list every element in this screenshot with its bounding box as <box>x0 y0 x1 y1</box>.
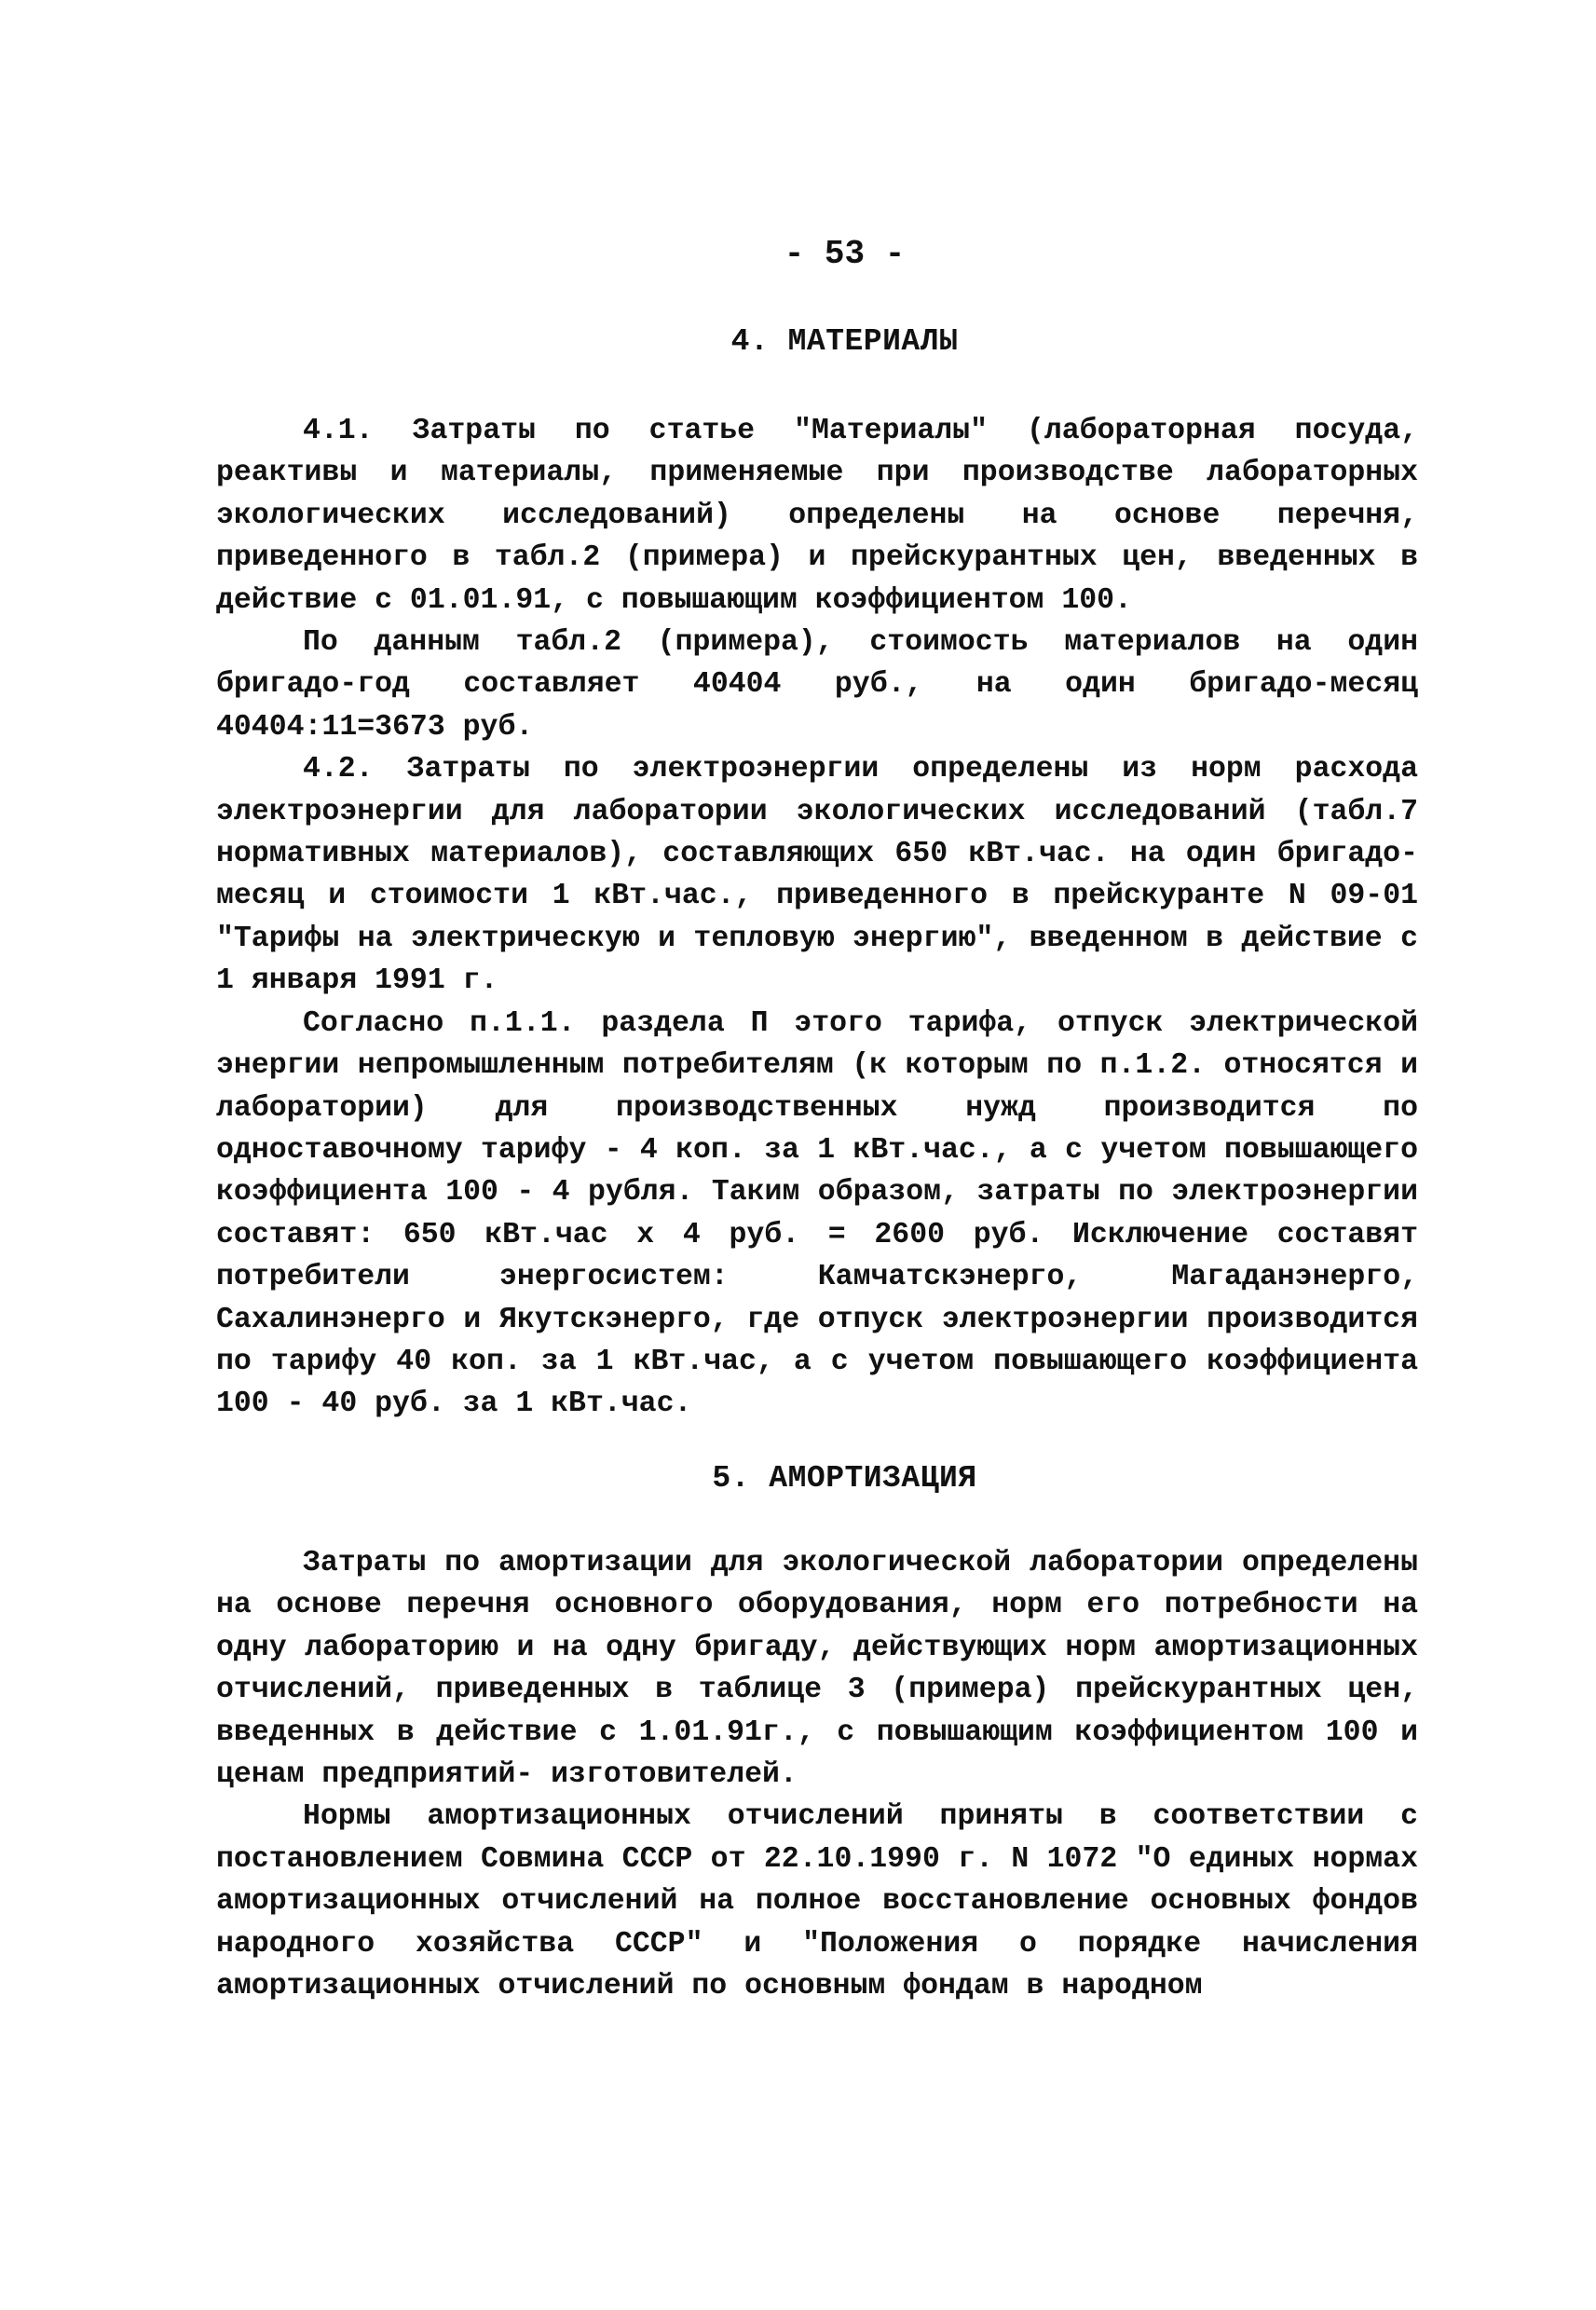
paragraph-electricity-tariff: Согласно п.1.1. раздела П этого тарифа, отпуск электрической энергии непромышленным потребителям (к которым по п.1.2. относятся и лаборатории) для производственных нужд производится по одноставочному тарифу - 4 коп. за 1 кВт.час., а с учетом повышающего коэффициента 100 - 4 рубля. Таким образом, затраты по электроэнергии составят: 650 кВт.час х 4 руб. = 2600 руб. Исключение составят потребители энергосистем: Камчатскэнерго, Магаданэнерго, Сахалинэнерго и Якутскэнерго, где отпуск электроэнергии производится по тарифу 40 коп. за 1 кВт.час, а с учетом повышающего коэффициента 100 - 40 руб. за 1 кВт.час. <box>216 1006 1418 1421</box>
section-heading-amortization: 5. АМОРТИЗАЦИЯ <box>712 1461 977 1496</box>
paragraph-electricity-cost: 4.2. Затраты по электроэнергии определены из норм расхода электроэнергии для лаборатории экологических исследований (табл.7 нормативных материалов), составляющих 650 кВт.час. на один бригадо-месяц и стоимости 1 кВт.час., приведенного в прейскуранте N 09-01 "Тарифы на электрическую и тепловую энергию", введенном в действие с 1 января 1991 г. <box>216 753 1418 998</box>
paragraph-amortization-norms: Нормы амортизационных отчислений приняты в соответствии с постановлением Совмина СССР от 22.10.1990 г. N 1072 "О единых нормах амортизационных отчислений на полное восстановление основных фондов народного хозяйства СССР" и "Положения о порядке начисления амортизационных отчислений по основным фондам в народном <box>216 1800 1418 2003</box>
paragraph-amortization-cost: Затраты по амортизации для экологической лаборатории определены на основе перечня основного оборудования, норм его потребности на одну лабораторию и на одну бригаду, действующих норм амортизационных отчислений, приведенных в таблице 3 (примера) прейскурантных цен, введенных в действие с 1.01.91г., с повышающим коэффициентом 100 и ценам предприятий- изготовителей. <box>216 1547 1418 1792</box>
section-body-amortization <box>216 1542 1418 2007</box>
paragraph-materials-cost: 4.1. Затраты по статье "Материалы" (лабораторная посуда, реактивы и материалы, применяемые при производстве лабораторных экологических исследований) определены на основе перечня, приведенного в табл.2 (примера) и прейскурантных цен, введенных в действие с 01.01.91, с повышающим коэффициентом 100. <box>216 415 1418 617</box>
page-number: - 53 - <box>784 235 906 273</box>
paragraph-materials-per-brigade: По данным табл.2 (примера), стоимость материалов на один бригадо-год составляет 40404 руб., на один бригадо-месяц 40404:11=3673 руб. <box>216 626 1418 744</box>
section-body-materials <box>216 410 1418 1426</box>
section-heading-materials: 4. МАТЕРИАЛЫ <box>730 324 959 359</box>
